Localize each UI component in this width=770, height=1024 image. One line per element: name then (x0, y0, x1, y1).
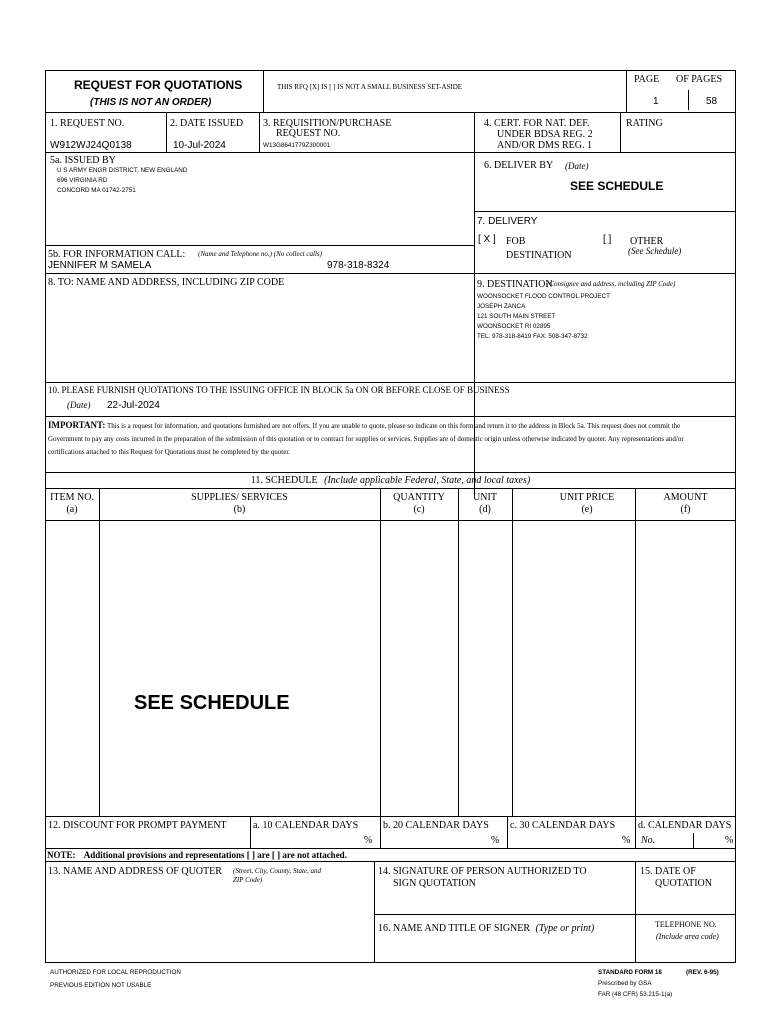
requisition-label-2: REQUEST NO. (276, 128, 341, 139)
discount-20-days: b. 20 CALENDAR DAYS (383, 820, 489, 831)
issued-by-line: U S ARMY ENGR DISTRICT, NEW ENGLAND (57, 167, 188, 174)
form-revision: (REV. 6-95) (686, 969, 719, 976)
column-header-quantity: QUANTITY (c) (393, 492, 445, 515)
delivery-label: 7. DELIVERY (477, 216, 538, 227)
other-checkbox[interactable]: [ ] (603, 234, 612, 245)
quoter-label: 13. NAME AND ADDRESS OF QUOTER (48, 866, 222, 877)
issued-by-line: CONCORD MA 01742-2751 (57, 187, 136, 194)
issued-by-line: 696 VIRGINIA RD (57, 177, 108, 184)
requisition-no-value: W13G8641779Z300001 (263, 142, 331, 149)
cert-label-1: 4. CERT. FOR NAT. DEF. (484, 118, 590, 129)
furnish-date-note: (Date) (67, 400, 91, 410)
requisition-label: 3. REQUISITION/PURCHASE (263, 118, 392, 129)
discount-30-days: c. 30 CALENDAR DAYS (510, 820, 616, 831)
discount-label: 12. DISCOUNT FOR PROMPT PAYMENT (48, 820, 227, 831)
destination-line: WOONSOCKET RI 02895 (477, 323, 551, 330)
discount-10-days: a. 10 CALENDAR DAYS (253, 820, 359, 831)
discount-30-pct: % (622, 835, 631, 846)
important-notice (48, 419, 688, 459)
to-address-label: 8. TO: NAME AND ADDRESS, INCLUDING ZIP CODE (48, 277, 285, 288)
other-note: (See Schedule) (628, 246, 682, 256)
request-no-value: W912WJ24Q0138 (50, 140, 132, 151)
discount-10-pct: % (364, 835, 373, 846)
quoter-note-2: ZIP Code) (233, 876, 263, 884)
total-pages: 58 (706, 96, 718, 107)
important-text: This is a request for information, and quotations furnished are not offers. If you are unable to quote, please so indicate on this form and return it to the address in Block 5a. This request does not commit the Government to pay any costs incurred in the preparation of the submission of this quotation or to contract for supplies or services. Supplies are of domestic origin unless otherwise indicated by quoter. Any representations and/or certifications attached to this Request for Quotations must be completed by the quoter. (48, 422, 684, 456)
column-header-supplies: SUPPLIES/ SERVICES (b) (191, 492, 288, 515)
form-name: STANDARD FORM 18 (598, 969, 662, 976)
deliver-by-label: 6. DELIVER BY (484, 160, 554, 171)
info-call-label: 5b. FOR INFORMATION CALL: (48, 249, 186, 260)
cert-label-3: AND/OR DMS REG. 1 (497, 140, 593, 151)
date-issued-value: 10-Jul-2024 (173, 140, 226, 151)
discount-20-pct: % (491, 835, 500, 846)
cert-label-2: UNDER BDSA REG. 2 (497, 129, 593, 140)
schedule-title: 11. SCHEDULE (Include applicable Federal, State, and local taxes) (250, 475, 531, 486)
destination-line: JOSEPH ZANCA (477, 303, 526, 310)
rating-label: RATING (626, 118, 663, 129)
important-label: IMPORTANT: (48, 420, 106, 430)
furnish-date-value: 22-Jul-2024 (107, 400, 160, 411)
schedule-body-text: SEE SCHEDULE (134, 692, 290, 714)
page-number: 1 (653, 96, 659, 107)
page-label: PAGE (634, 74, 660, 85)
furnish-label: 10. PLEASE FURNISH QUOTATIONS TO THE ISSUING OFFICE IN BLOCK 5a ON OR BEFORE CLOSE OF BUSINESS (48, 385, 510, 395)
quotation-date-label-1: 15. DATE OF (640, 866, 696, 877)
column-header-unit-price: UNIT PRICE (e) (559, 492, 615, 515)
fob-checkbox[interactable]: [ X ] (478, 234, 496, 245)
column-header-amount: AMOUNT (f) (663, 492, 708, 515)
column-header-unit: UNIT (d) (473, 492, 497, 515)
of-pages-label: OF PAGES (676, 74, 723, 85)
discount-calendar-days: d. CALENDAR DAYS (638, 820, 732, 831)
info-call-note: (Name and Telephone no.) (No collect calls) (198, 250, 322, 258)
prescribed-by: Prescribed by GSA (598, 980, 652, 987)
destination-label: 9. DESTINATION (477, 279, 553, 290)
column-header-item-no: ITEM NO. (a) (50, 492, 94, 515)
info-contact-name: JENNIFER M SAMELA (48, 260, 152, 271)
signature-label-2: SIGN QUOTATION (393, 878, 476, 889)
signature-label-1: 14. SIGNATURE OF PERSON AUTHORIZED TO (378, 866, 587, 877)
far-reference: FAR (48 CFR) 53.215-1(a) (598, 991, 673, 998)
deliver-by-value: SEE SCHEDULE (570, 179, 664, 193)
destination-line: 121 SOUTH MAIN STREET (477, 313, 556, 320)
info-contact-phone: 978-318-8324 (327, 260, 390, 271)
telephone-note: (Include area code) (656, 932, 719, 941)
discount-d-pct: % (725, 835, 734, 846)
destination-note: (Consignee and address, including ZIP Code) (547, 280, 676, 288)
footer-left-1: AUTHORIZED FOR LOCAL REPRODUCTION (50, 969, 181, 976)
other-label: OTHER (630, 236, 664, 247)
telephone-label: TELEPHONE NO. (655, 920, 717, 929)
issued-by-label: 5a. ISSUED BY (50, 155, 116, 166)
destination-line: TEL: 978-318-8419 FAX: 508-347-8732 (477, 333, 588, 340)
footer-left-2: PREVIOUS EDITION NOT USABLE (50, 982, 152, 989)
quotation-date-label-2: QUOTATION (655, 878, 712, 889)
form-subtitle: (THIS IS NOT AN ORDER) (90, 97, 212, 108)
fob-label: FOB (506, 236, 526, 247)
set-aside-line: THIS RFQ [X] IS [ ] IS NOT A SMALL BUSINESS SET-ASIDE (277, 83, 463, 91)
note-line: NOTE: Additional provisions and representations [ ] are [ ] are not attached. (47, 850, 347, 860)
fob-destination-label: DESTINATION (506, 250, 572, 261)
quoter-note-1: (Street, City, County, State, and (233, 867, 322, 875)
destination-line: WOONSOCKET FLOOD CONTROL PROJECT (477, 293, 610, 300)
deliver-by-note: (Date) (565, 161, 589, 171)
date-issued-label: 2. DATE ISSUED (170, 118, 244, 129)
discount-no-label: No. (641, 835, 656, 846)
request-no-label: 1. REQUEST NO. (50, 118, 125, 129)
signer-label: 16. NAME AND TITLE OF SIGNER (Type or print) (378, 923, 595, 934)
form-title: REQUEST FOR QUOTATIONS (74, 78, 243, 92)
